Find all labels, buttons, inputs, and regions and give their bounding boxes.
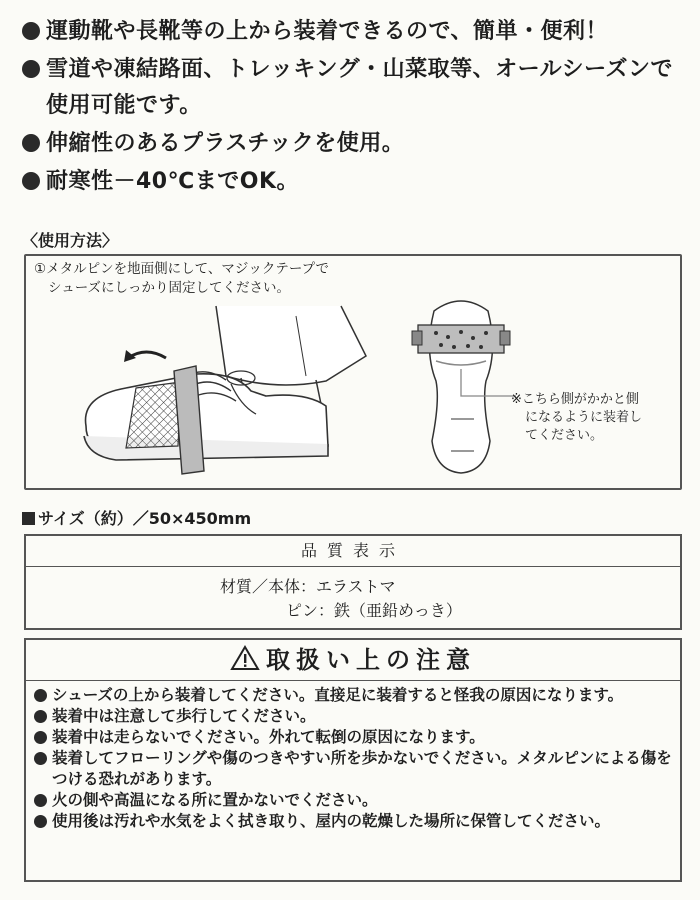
warning-icon bbox=[230, 645, 260, 671]
quality-heading: 品質表示 bbox=[26, 536, 680, 567]
bullet-icon bbox=[34, 752, 47, 765]
feature-list bbox=[22, 14, 682, 202]
square-bullet-icon bbox=[22, 512, 35, 525]
bullet-icon bbox=[34, 710, 47, 723]
caution-item: 火の側や高温になる所に置かないでください。 bbox=[34, 790, 672, 811]
usage-instructions-box bbox=[24, 254, 682, 490]
feature-item: 雪道や凍結路面、トレッキング・山菜取等、オールシーズンで使用可能です。 bbox=[22, 52, 682, 124]
bullet-icon bbox=[34, 689, 47, 702]
quality-material-row: 材質／本体：エラストマ bbox=[220, 577, 396, 596]
bullet-icon bbox=[22, 22, 40, 40]
usage-title: 〈使用方法〉 bbox=[22, 231, 119, 250]
caution-box bbox=[24, 638, 682, 882]
bullet-icon bbox=[34, 815, 47, 828]
bullet-icon bbox=[34, 794, 47, 807]
bullet-icon bbox=[22, 60, 40, 78]
caution-item: 使用後は汚れや水気をよく拭き取り、屋内の乾燥した場所に保管してください。 bbox=[34, 811, 672, 832]
bullet-icon bbox=[34, 731, 47, 744]
shoe-illustration bbox=[66, 296, 386, 486]
heel-side-note: ※こちら側がかかと側 になるように装着し てください。 bbox=[511, 392, 643, 443]
size-spec: サイズ（約）／50×450mm bbox=[22, 506, 251, 529]
quality-pin-row: ピン：鉄（亜鉛めっき） bbox=[286, 601, 462, 620]
caution-item: 装着中は走らないでください。外れて転倒の原因になります。 bbox=[34, 727, 672, 748]
quality-label-box bbox=[24, 534, 682, 630]
caution-item: 装着してフローリングや傷のつきやすい所を歩かないでください。メタルピンによる傷をつける恐れがあります。 bbox=[34, 748, 672, 790]
caution-item: シューズの上から装着してください。直接足に装着すると怪我の原因になります。 bbox=[34, 685, 672, 706]
caution-item: 装着中は注意して歩行してください。 bbox=[34, 706, 672, 727]
usage-step-1: ①メタルピンを地面側にして、マジックテープで シューズにしっかり固定してください。 bbox=[34, 261, 330, 296]
caution-heading: 取扱い上の注意 bbox=[26, 640, 680, 681]
feature-item: 伸縮性のあるプラスチックを使用。 bbox=[22, 126, 682, 162]
sole-top-view-illustration bbox=[406, 291, 516, 481]
feature-item: 運動靴や長靴等の上から装着できるので、簡単・便利！ bbox=[22, 14, 682, 50]
caution-list bbox=[26, 681, 680, 832]
feature-item: 耐寒性－40℃までOK。 bbox=[22, 164, 682, 200]
bullet-icon bbox=[22, 172, 40, 190]
bullet-icon bbox=[22, 134, 40, 152]
